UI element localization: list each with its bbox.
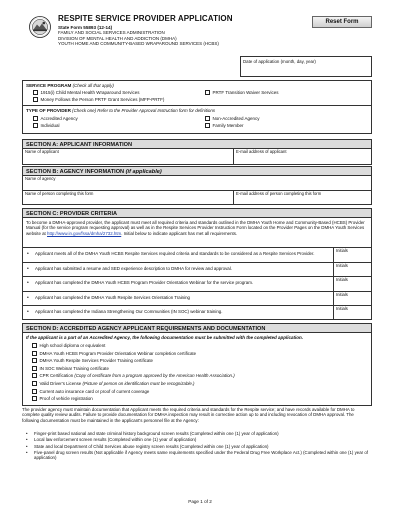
checkbox-mfp-prtf[interactable] — [33, 97, 38, 102]
section-d-heading: SECTION D: ACCREDITED AGENCY APPLICANT REQUIREMENTS AND DOCUMENTATION — [23, 324, 371, 333]
initials-input[interactable] — [336, 283, 371, 290]
documentation-checkbox[interactable] — [32, 358, 37, 363]
section-c-heading: SECTION C: PROVIDER CRITERIA — [23, 209, 371, 218]
section-b — [22, 166, 372, 205]
personnel-file-list — [26, 431, 372, 462]
initials-label: Initials — [336, 291, 348, 297]
checkbox-1915i[interactable] — [33, 90, 38, 95]
documentation-text: Proof of vehicle registration — [39, 396, 93, 402]
section-b-title: SECTION B: AGENCY INFORMATION — [26, 168, 125, 175]
form-header — [58, 15, 308, 47]
documentation-checklist — [32, 343, 235, 404]
completer-email-cell — [233, 191, 373, 206]
date-of-application-label: Date of application (month, day, year) — [243, 58, 316, 64]
criteria-text: Applicant has completed the DMHA Youth Respite Services Orientation Training — [35, 294, 190, 300]
personnel-file-item: • State and local Department of Child Services abuse registry screen results (Completed within one (1) year of application) — [26, 444, 372, 450]
documentation-note: (Picture of person on identification must be recognizable.) — [82, 380, 195, 386]
initials-label: Initials — [336, 306, 348, 311]
criteria-row — [23, 276, 371, 291]
type-family-member-label: Family Member — [212, 123, 244, 128]
provider-type-heading — [26, 108, 215, 113]
dmha-website-link[interactable]: http://www.in.gov/fssa/dmha/2732.htm — [47, 230, 122, 236]
applicant-email-label: E-mail address of applicant — [236, 149, 287, 154]
type-accredited-label: Accredited Agency — [40, 115, 78, 121]
type-family-member[interactable] — [205, 123, 244, 128]
completer-email-label: E-mail address of person completing this form — [236, 190, 322, 196]
checkbox-prtf[interactable] — [205, 90, 210, 95]
initials-cell — [333, 306, 373, 320]
completer-row — [23, 191, 371, 206]
criteria-row — [23, 291, 371, 306]
documentation-text: Current auto insurance card or proof of current coverage — [39, 388, 150, 394]
initials-cell — [333, 248, 373, 262]
option-prtf[interactable] — [205, 90, 279, 95]
initials-input[interactable] — [336, 297, 371, 304]
documentation-checkbox[interactable] — [32, 373, 37, 378]
initials-cell — [333, 263, 373, 277]
documentation-checkbox[interactable] — [32, 381, 37, 386]
date-of-application-input[interactable] — [243, 66, 369, 74]
criteria-text: Applicant has completed the DMHA Youth HCBS Program Provider Orientation Webinar for the service program. — [35, 280, 254, 285]
documentation-note: (Copy of certificate from a program approved by the American Health Association.) — [74, 373, 235, 379]
section-c-intro — [23, 218, 371, 247]
section-a — [22, 139, 372, 165]
service-program-heading — [26, 83, 114, 88]
criteria-row — [23, 247, 371, 262]
personnel-file-item: • Local law enforcement screen results (Completed within one (1) year of application) — [26, 437, 372, 443]
initials-label: Initials — [336, 248, 348, 253]
documentation-item[interactable] — [32, 366, 235, 374]
section-b-heading — [23, 167, 371, 176]
option-1915i-label: 1915(i) Child Mental Health Wraparound Services — [40, 89, 140, 95]
personnel-file-item: • Finger-print based national and state criminal history background screen results (Completed within one (1) year of application) — [26, 431, 372, 437]
documentation-checkbox[interactable] — [32, 389, 37, 394]
initials-input[interactable] — [336, 268, 371, 275]
section-b-note: (if applicable) — [125, 168, 162, 175]
agency-name-label: Name of agency — [25, 176, 56, 181]
service-program-label: SERVICE PROGRAM — [26, 83, 72, 88]
checkbox-individual[interactable] — [33, 123, 38, 128]
documentation-checkbox[interactable] — [32, 351, 37, 356]
initials-cell — [333, 277, 373, 291]
applicant-name-input[interactable] — [25, 156, 231, 164]
date-of-application-field — [240, 56, 372, 77]
applicant-email-cell — [233, 149, 373, 165]
section-c-intro-end: . Initial below to indicate applicant has met all requirements. — [121, 230, 238, 236]
documentation-item[interactable] — [32, 343, 235, 351]
completer-name-cell — [23, 191, 233, 206]
retention-paragraph: The provider agency must maintain documentation that Applicant meets the required criteria and standards for the Respite service; and have records available for DMHA to complete quality review audits. Failure to provide documentation for DMHA inspection may result in corrective action up to and including revocation of DMHA approval. The following documentation must be maintained in the applicant's personnel file at the Agency: — [22, 407, 355, 423]
agency-row — [23, 176, 371, 191]
criteria-text: Applicant has completed the Indiana Strengthening Our Communities (IN SOC) webinar training. — [35, 309, 223, 314]
section-c — [22, 208, 372, 320]
documentation-checkbox[interactable] — [32, 396, 37, 401]
documentation-checkbox[interactable] — [32, 343, 37, 348]
initials-cell — [333, 292, 373, 306]
documentation-text: DMHA Youth HCBS Program Provider Orientation Webinar completion certificate — [39, 350, 197, 356]
provider-type-label: TYPE OF PROVIDER — [26, 108, 71, 113]
service-program-hint: (Check all that apply) — [72, 83, 114, 88]
bullet-icon: • — [27, 280, 29, 286]
section-d-subhead: If the applicant is a part of an Accredited Agency, the following documentation must be submitted with the completed application. — [26, 335, 304, 340]
applicant-name-label: Name of applicant — [25, 149, 59, 154]
documentation-text: DMHA Youth Respite Services Provider Training certificate — [39, 358, 153, 364]
initials-label: Initials — [336, 277, 348, 282]
type-non-accredited[interactable] — [205, 116, 260, 121]
criteria-row — [23, 262, 371, 277]
applicant-email-input[interactable] — [236, 156, 371, 164]
checkbox-accredited[interactable] — [33, 116, 38, 121]
form-title: RESPITE SERVICE PROVIDER APPLICATION — [58, 14, 233, 23]
criteria-text: Applicant has submitted a resume and SED experience description to DMHA for review and approval. — [35, 265, 232, 271]
applicant-row — [23, 149, 371, 165]
initials-input[interactable] — [336, 254, 371, 261]
bullet-icon: • — [27, 309, 29, 315]
page-number: Page 1 of 2 — [188, 499, 212, 504]
provider-type-hint: (Check one) Refer to the Provider Approval Instruction form for definitions — [72, 108, 216, 113]
documentation-item[interactable] — [32, 396, 235, 404]
completer-email-input[interactable] — [236, 197, 371, 205]
documentation-text: High school diploma or equivalent — [39, 343, 106, 348]
agency-line-3: YOUTH HOME AND COMMUNITY-BASED WRAPAROUND SERVICES (HCBS) — [58, 41, 219, 47]
bullet-icon: • — [27, 294, 29, 301]
provider-type-group — [23, 106, 371, 135]
documentation-checkbox[interactable] — [32, 366, 37, 371]
criteria-text: Applicant meets all of the DMHA Youth HCBS Respite Services required criteria and standards to be considered as a Respite Services Provider. — [35, 251, 315, 256]
applicant-name-cell — [23, 149, 233, 165]
type-non-accredited-label: Non-Accredited Agency — [212, 115, 260, 121]
documentation-text: IN SOC Webinar Training certificate — [39, 365, 109, 371]
checkbox-non-accredited[interactable] — [205, 116, 210, 121]
documentation-item[interactable] — [32, 389, 235, 397]
type-individual[interactable] — [33, 123, 60, 128]
reset-form-button[interactable]: Reset Form — [312, 16, 372, 28]
documentation-text: Valid Driver's License — [39, 380, 83, 386]
section-a-heading: SECTION A: APPLICANT INFORMATION — [23, 140, 371, 149]
type-individual-label: Individual — [40, 123, 60, 128]
form-number: State Form 55893 (12-14) — [58, 24, 113, 30]
criteria-list — [23, 247, 371, 320]
documentation-item[interactable] — [32, 373, 235, 381]
personnel-file-item: • Five-panel drug screen results (Not applicable if Agency meets same requirements specified under the Federal Drug Free Workplace Act.) (Completed within one (1) year of application) — [26, 450, 372, 461]
agency-name-cell — [23, 176, 373, 190]
type-accredited[interactable] — [33, 116, 78, 121]
initials-label: Initials — [336, 262, 348, 268]
bullet-icon: • — [27, 251, 29, 257]
option-mfp-prtf[interactable] — [33, 97, 164, 102]
option-prtf-label: PRTF Transition Waiver Services — [212, 89, 279, 95]
completer-name-label: Name of person completing this form — [25, 190, 94, 196]
agency-line-1: FAMILY AND SOCIAL SERVICES ADMINISTRATION — [58, 30, 165, 36]
program-provider-box — [22, 80, 372, 134]
option-1915i[interactable] — [33, 90, 139, 95]
checkbox-family-member[interactable] — [205, 123, 210, 128]
documentation-item[interactable] — [32, 358, 235, 366]
state-seal-icon — [29, 16, 51, 38]
documentation-item[interactable] — [32, 351, 235, 359]
section-c-intro-text: To become a DMHA-approved provider, the applicant must meet all required criteria and standards outlined in the DMHA Youth Home and Community-Based (HCBS) Provider Manual (for the service program requesting approval) as well as in the Respite Services Provider Instruction Form located on the Provider Pages on the DMHA Youth Services website at — [26, 220, 365, 236]
criteria-row — [23, 305, 371, 320]
service-program-group — [23, 81, 371, 106]
completer-name-input[interactable] — [25, 197, 231, 205]
option-mfp-prtf-label: Money Follows the Person PRTF Grant Services (MFP-PRTF) — [40, 96, 165, 102]
initials-input[interactable] — [336, 312, 371, 319]
documentation-item[interactable] — [32, 381, 235, 389]
bullet-icon: • — [27, 265, 29, 272]
documentation-text: CPR Certification — [39, 373, 75, 379]
agency-line-2: DIVISION OF MENTAL HEALTH AND ADDICTION (DMHA) — [58, 35, 177, 41]
